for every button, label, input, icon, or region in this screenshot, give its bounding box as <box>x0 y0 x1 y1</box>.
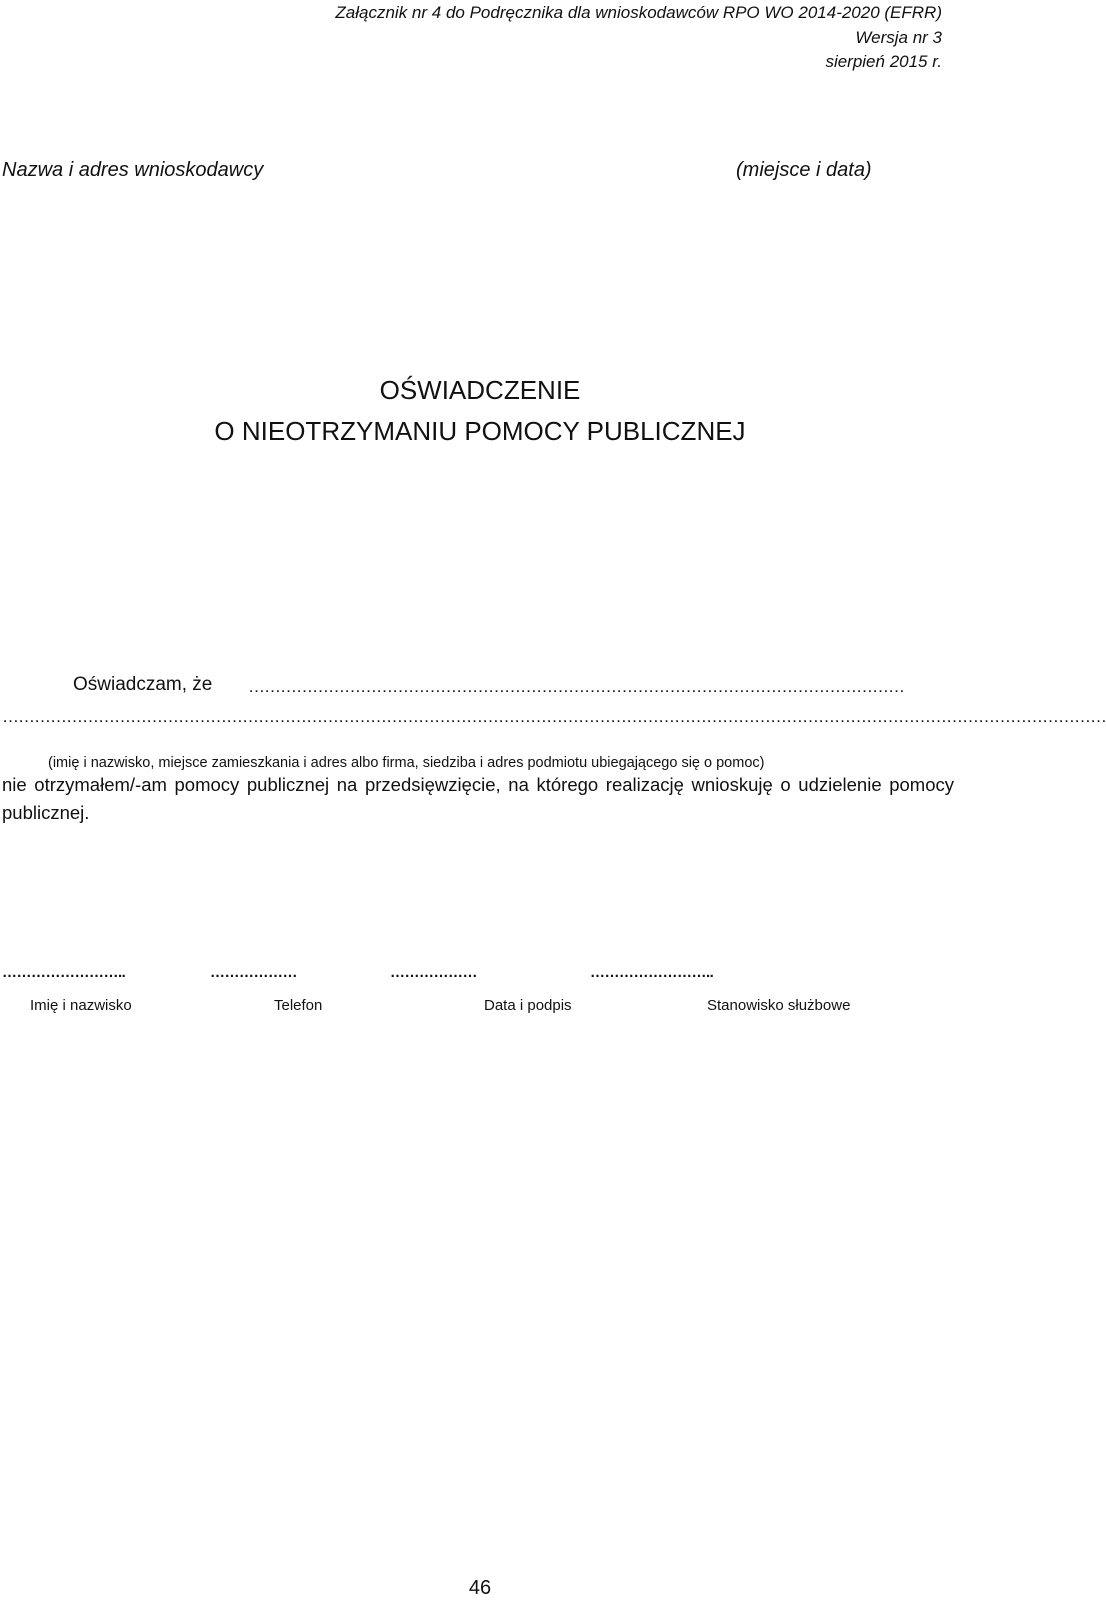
document-subtitle: O NIEOTRZYMANIU POMOCY PUBLICZNEJ <box>214 416 746 446</box>
declaration-fill-line-1: …………………………………………………………………………………………………………… <box>248 677 904 696</box>
place-date-label: (miejsce i data) <box>736 159 872 181</box>
page-number: 46 <box>468 1577 492 1599</box>
declaration-body: nie otrzymałem/-am pomocy publicznej na przedsięwzięcie, na którego realizację wnioskuję o udzielenie pomocy publicznej. <box>2 774 954 823</box>
signature-phone-dots: ……………… <box>210 964 297 981</box>
signature-position-dots: …………………….. <box>590 964 714 981</box>
declaration-fill-line-2: ……………………………………………………………………………………………………………………………………………………………………………………… <box>2 707 1106 726</box>
signature-position-label: Stanowisko służbowe <box>707 997 851 1014</box>
applicant-name-address-label: Nazwa i adres wnioskodawcy <box>2 159 264 181</box>
document-title: OŚWIADCZENIE <box>379 375 581 405</box>
header-annex-title: Załącznik nr 4 do Podręcznika dla wnioskodawców RPO WO 2014-2020 (EFRR) <box>335 3 942 22</box>
signature-name-dots: …………………….. <box>2 964 126 981</box>
signature-date-dots: ……………… <box>390 964 477 981</box>
signature-name-label: Imię i nazwisko <box>30 997 132 1014</box>
declaration-intro: Oświadczam, że <box>73 674 213 695</box>
signature-phone-label: Telefon <box>274 997 323 1014</box>
declaration-caption: (imię i nazwisko, miejsce zamieszkania i adres albo firma, siedziba i adres podmiotu ubiegającego się o pomoc) <box>48 755 765 771</box>
header-date: sierpień 2015 r. <box>825 52 942 71</box>
header-version: Wersja nr 3 <box>855 28 942 47</box>
signature-date-label: Data i podpis <box>484 997 572 1014</box>
